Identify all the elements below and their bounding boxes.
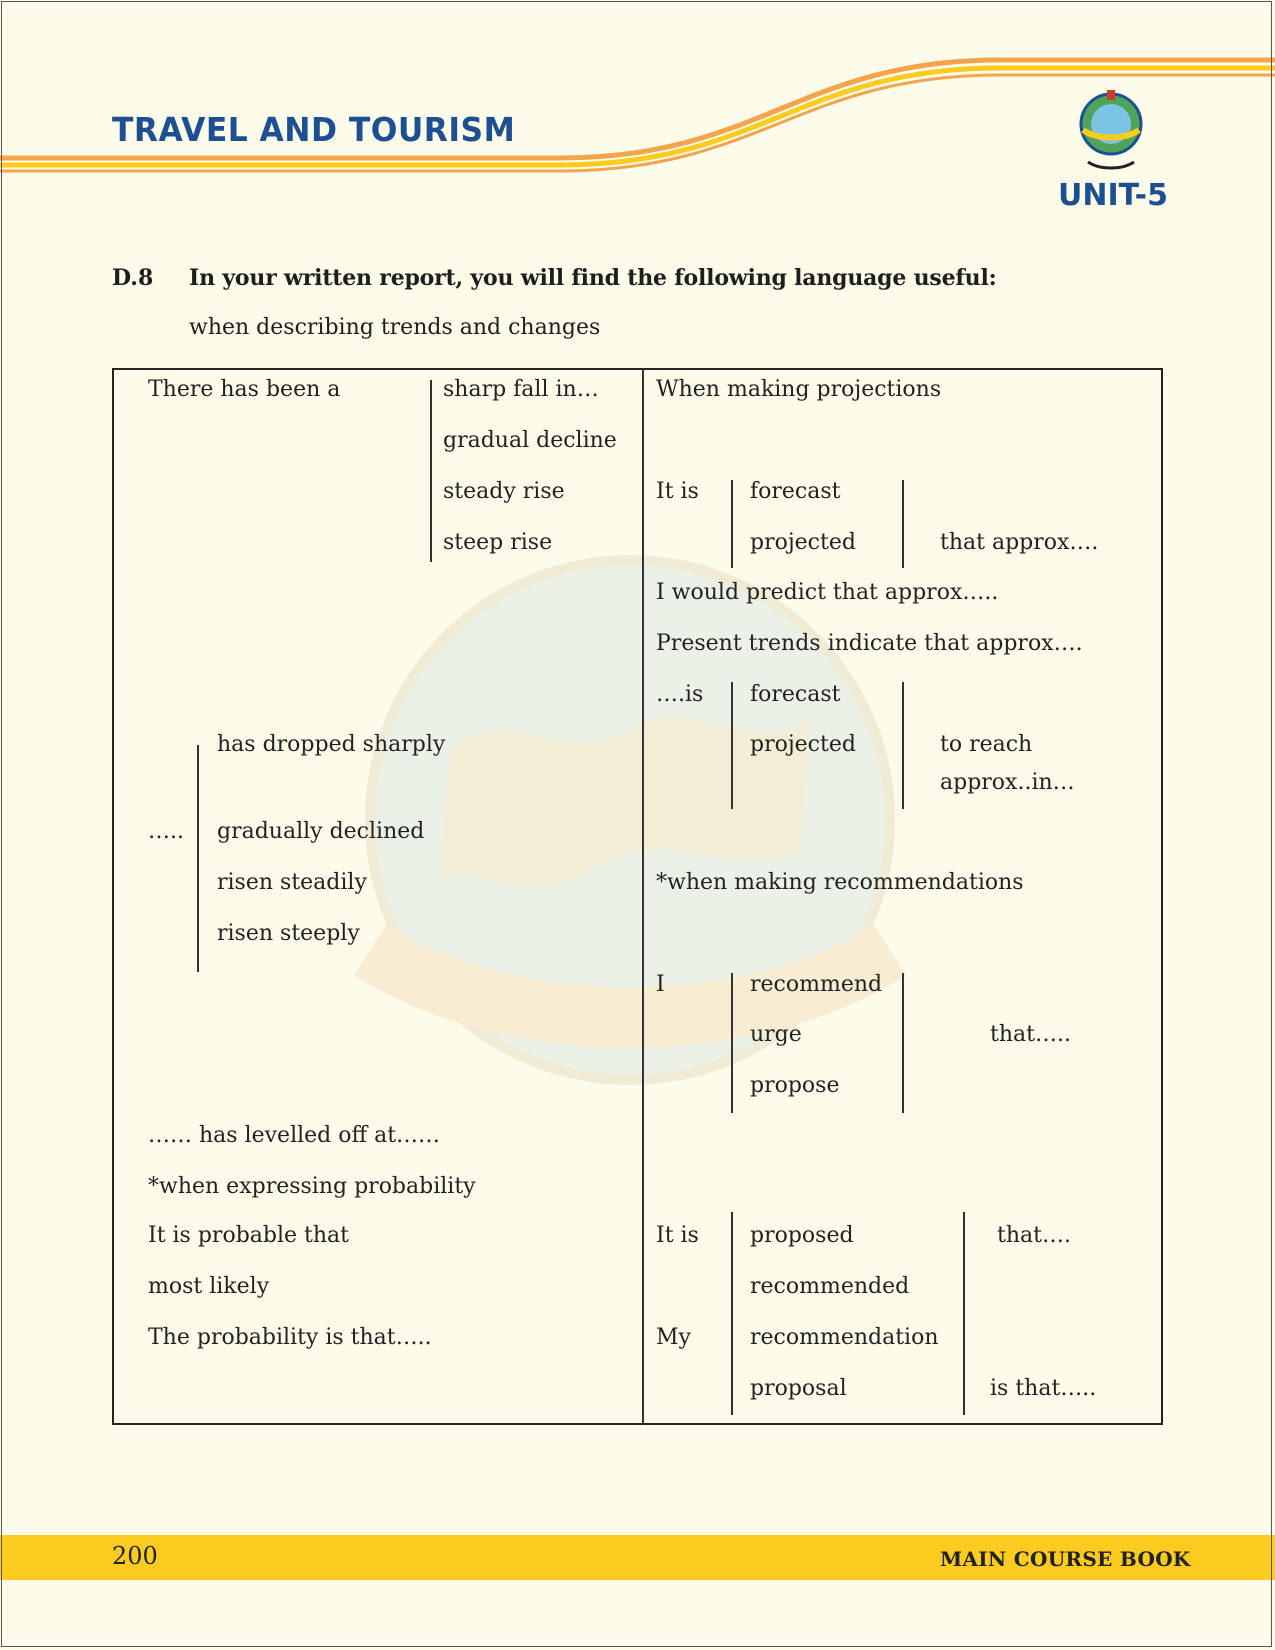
pronoun-i: I [656,972,665,997]
bracket-line [902,973,904,1113]
there-has-been: There has been a [148,377,341,402]
projected: projected [750,732,856,757]
change-phrase: sharp fall in… [443,377,599,402]
section-subtitle: when describing trends and changes [189,315,601,340]
bracket-line [902,682,904,809]
that-phrase: that….. [990,1022,1071,1047]
verb-phrase: gradually declined [217,819,425,844]
page-number: 200 [112,1542,158,1570]
probability-heading: *when expressing probability [148,1174,476,1199]
bracket-line [731,1212,733,1415]
probability-phrase: The probability is that….. [148,1325,432,1350]
projected: projected [750,530,856,555]
proposed: proposed [750,1223,854,1248]
recommendations-heading: *when making recommendations [656,870,1024,895]
recommended: recommended [750,1274,910,1299]
bracket-line [963,1212,965,1415]
predict-phrase: I would predict that approx….. [656,580,999,605]
approx-in: approx..in… [940,770,1075,795]
section-number: D.8 [112,265,154,291]
trends-phrase: Present trends indicate that approx…. [656,631,1083,656]
change-phrase: steady rise [443,479,565,504]
bracket-line [731,480,733,568]
pronoun-my: My [656,1325,691,1350]
proposal: proposal [750,1376,847,1401]
book-title: MAIN COURSE BOOK [940,1547,1191,1571]
bracket-line [731,682,733,809]
section-title: In your written report, you will find the following language useful: [189,265,997,291]
verb-phrase: has dropped sharply [217,732,446,757]
that-phrase: that…. [997,1223,1071,1248]
recommend-verb: urge [750,1022,802,1047]
it-is: It is [656,479,699,504]
bracket-line [731,973,733,1113]
bracket-line [902,480,904,568]
recommend-verb: recommend [750,972,883,997]
to-reach: to reach [940,732,1033,757]
that-approx: that approx…. [940,530,1099,555]
recommendation: recommendation [750,1325,939,1350]
bracket-line [430,380,432,562]
is-prefix: ….is [656,682,704,707]
probability-phrase: most likely [148,1274,270,1299]
verb-phrase: risen steeply [217,921,360,946]
probability-phrase: It is probable that [148,1223,349,1248]
bracket-line [197,745,199,972]
recommend-verb: propose [750,1073,840,1098]
change-phrase: steep rise [443,530,553,555]
unit-number: UNIT-5 [1058,178,1169,213]
projections-heading: When making projections [656,377,942,402]
levelled-phrase: …… has levelled off at…… [148,1123,441,1148]
forecast: forecast [750,479,841,504]
it-is: It is [656,1223,699,1248]
change-phrase: gradual decline [443,428,617,453]
is-that: is that….. [990,1376,1097,1401]
forecast: forecast [750,682,841,707]
verb-phrase: risen steadily [217,870,367,895]
cbse-logo-icon [1068,82,1154,174]
unit-title: TRAVEL AND TOURISM [112,110,516,149]
column-divider [642,368,644,1425]
subject-dots: ….. [148,819,184,844]
useful-language-table [112,368,1163,1425]
